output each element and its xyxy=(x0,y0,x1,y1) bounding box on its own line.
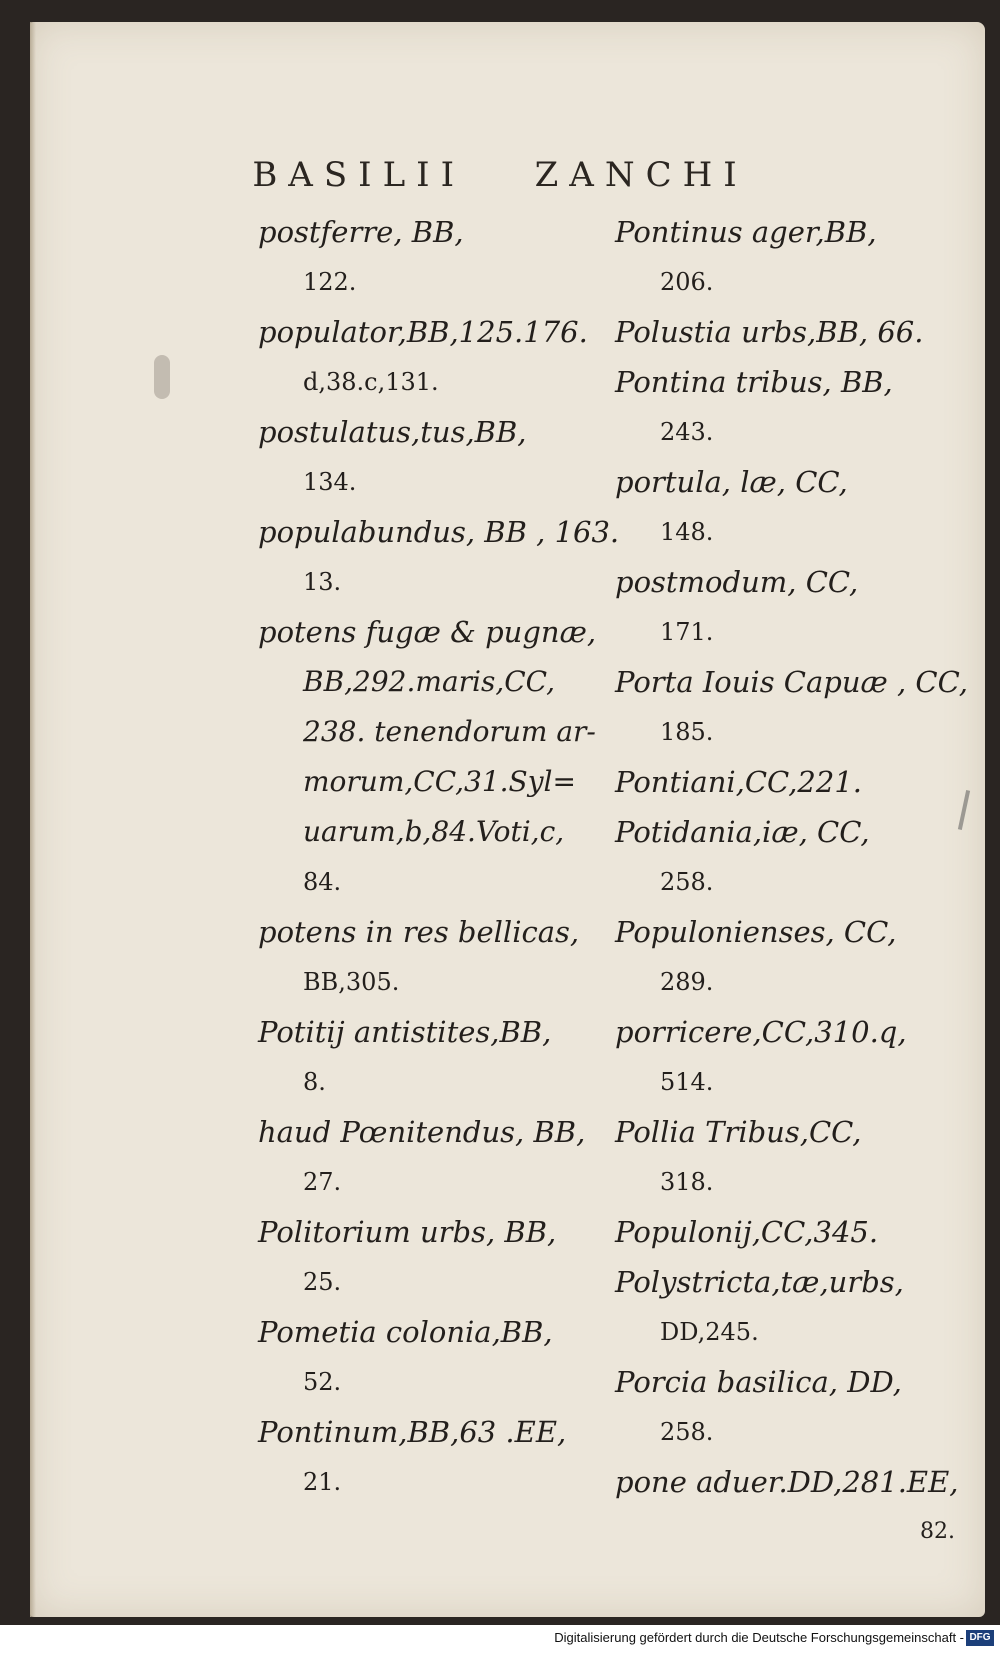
right-column-entry: 148. xyxy=(660,518,714,546)
right-column-entry: 514. xyxy=(660,1068,714,1096)
right-column-entry: 243. xyxy=(660,418,714,446)
right-column-entry: 171. xyxy=(660,618,714,646)
right-column-entry: 258. xyxy=(660,1418,714,1446)
right-column-entry: Pontina tribus, BB, xyxy=(615,365,893,399)
right-column-entry: Polystricta,tæ,urbs, xyxy=(615,1265,904,1299)
right-column-entry: 206. xyxy=(660,268,714,296)
left-column-entry: potens in res bellicas, xyxy=(258,915,580,949)
left-column-entry: potens fugæ & pugnæ, xyxy=(258,615,597,649)
left-column-entry: populator,BB,125.176. xyxy=(258,315,588,349)
left-column-entry: Politorium urbs, BB, xyxy=(258,1215,557,1249)
left-column-entry: Pometia colonia,BB, xyxy=(258,1315,553,1349)
right-column-entry: Populonij,CC,345. xyxy=(615,1215,879,1249)
digitization-footer xyxy=(0,1625,1000,1653)
left-column-entry: 8. xyxy=(303,1068,326,1096)
header-right: ZANCHI xyxy=(534,155,748,195)
right-column-entry: 258. xyxy=(660,868,714,896)
right-column-entry: DD,245. xyxy=(660,1318,759,1346)
left-column-entry: 21. xyxy=(303,1468,342,1496)
left-column-entry: 13. xyxy=(303,568,342,596)
left-column-entry: BB,292.maris,CC, xyxy=(303,665,555,698)
right-column-entry: Pollia Tribus,CC, xyxy=(615,1115,862,1149)
index-column-left xyxy=(258,207,620,1507)
right-column-entry: 185. xyxy=(660,718,714,746)
right-column-entry: Porta Iouis Capuæ , CC, xyxy=(615,665,968,699)
right-column-entry: Polustia urbs,BB, 66. xyxy=(615,315,924,349)
right-column-entry: pone aduer.DD,281.EE, xyxy=(615,1465,959,1499)
left-column-entry: haud Pœnitendus, BB, xyxy=(258,1115,586,1149)
left-column-entry: 238. tenendorum ar- xyxy=(303,715,596,748)
index-column-right xyxy=(615,207,985,1557)
left-column-entry: morum,CC,31.Syl= xyxy=(303,765,576,798)
right-column-entry: 318. xyxy=(660,1168,714,1196)
left-column-entry: Pontinum,BB,63 .EE, xyxy=(258,1415,567,1449)
right-column-entry: Populonienses, CC, xyxy=(615,915,897,949)
left-column-entry: postferre, BB, xyxy=(258,215,464,249)
left-column-entry: BB,305. xyxy=(303,968,400,996)
right-column-entry: Porcia basilica, DD, xyxy=(615,1365,902,1399)
footer-credit: Digitalisierung gefördert durch die Deutsche Forschungsgemeinschaft - xyxy=(554,1630,964,1645)
left-column-entry: 84. xyxy=(303,868,342,896)
left-column-entry: 27. xyxy=(303,1168,342,1196)
header-left: BASILII xyxy=(252,155,466,195)
left-column-entry: 134. xyxy=(303,468,357,496)
running-header xyxy=(0,155,1000,195)
right-column-entry: 82. xyxy=(920,1519,955,1544)
left-column-entry: 52. xyxy=(303,1368,342,1396)
right-column-entry: Pontiani,CC,221. xyxy=(615,765,862,799)
right-column-entry: porricere,CC,310.q, xyxy=(615,1015,907,1049)
right-column-entry: 289. xyxy=(660,968,714,996)
left-column-entry: populabundus, BB , 163. xyxy=(258,515,620,549)
right-column-entry: postmodum, CC, xyxy=(615,565,859,599)
left-column-entry: 122. xyxy=(303,268,357,296)
right-column-entry: portula, læ, CC, xyxy=(615,465,848,499)
left-column-entry: uarum,b,84.Voti,c, xyxy=(303,815,565,848)
left-column-entry: d,38.c,131. xyxy=(303,368,439,396)
right-column-entry: Potidania,iæ, CC, xyxy=(615,815,870,849)
left-column-entry: 25. xyxy=(303,1268,342,1296)
dfg-logo: DFG xyxy=(966,1630,994,1646)
right-column-entry: Pontinus ager,BB, xyxy=(615,215,877,249)
left-column-entry: postulatus,tus,BB, xyxy=(258,415,527,449)
left-column-entry: Potitij antistites,BB, xyxy=(258,1015,552,1049)
page-binding-edge xyxy=(30,22,36,1617)
ink-smudge xyxy=(154,355,170,399)
